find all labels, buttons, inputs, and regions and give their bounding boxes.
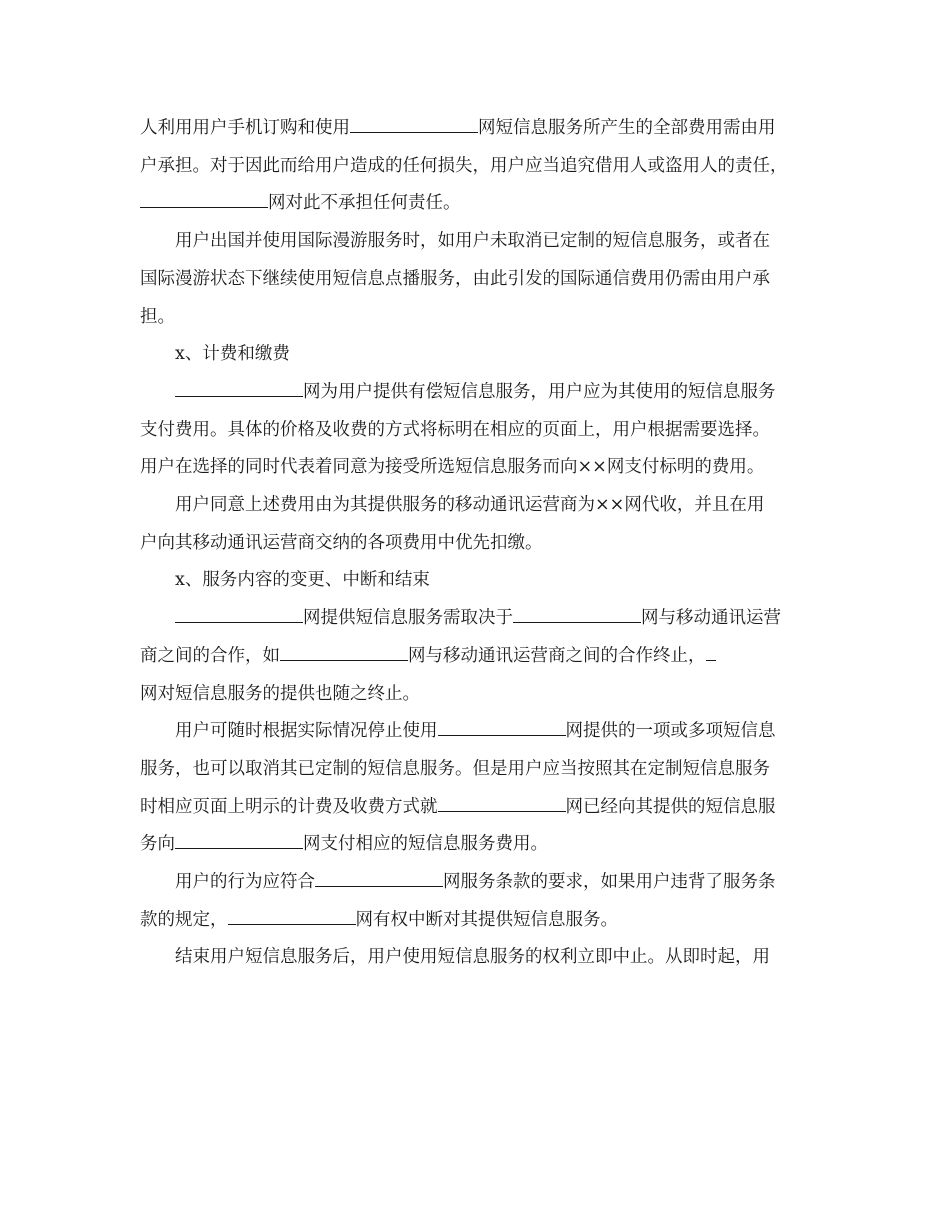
- text-segment: 国际漫游状态下继续使用短信息点播服务，由此引发的国际通信费用仍需由用户承: [140, 268, 770, 289]
- paragraph: [140, 487, 820, 562]
- paragraph: [140, 110, 820, 223]
- fill-in-blank: [438, 794, 566, 812]
- fill-in-blank: [706, 643, 716, 661]
- paragraph: [140, 939, 820, 977]
- fill-in-blank: [175, 606, 303, 624]
- text-line: [140, 487, 820, 525]
- text-segment: 网与移动通讯运营: [641, 608, 781, 629]
- text-line: [140, 223, 820, 261]
- text-segment: 网提供短信息服务需取决于: [303, 608, 513, 629]
- text-line: [140, 826, 820, 864]
- text-segment: 用户出国并使用国际漫游服务时，如用户未取消已定制的短信息服务，或者在: [175, 231, 770, 252]
- text-line: [140, 110, 820, 148]
- paragraph: [140, 864, 820, 939]
- text-segment: 商之间的合作，如: [140, 645, 280, 666]
- text-line: [140, 299, 820, 337]
- text-segment: 担。: [140, 306, 175, 327]
- paragraph: [140, 374, 820, 487]
- text-line: [140, 939, 820, 977]
- text-line: [140, 525, 820, 563]
- text-line: [140, 713, 820, 751]
- paragraph: [140, 600, 820, 713]
- text-segment: 支付费用。具体的价格及收费的方式将标明在相应的页面上，用户根据需要选择。: [140, 419, 770, 440]
- fill-in-blank: [228, 907, 356, 925]
- text-line: [140, 562, 820, 600]
- text-line: [140, 600, 820, 638]
- text-line: [140, 185, 820, 223]
- fill-in-blank: [140, 191, 268, 209]
- text-segment: 网对此不承担任何责任。: [268, 193, 461, 214]
- document-body: [140, 110, 820, 977]
- text-segment: 网提供的一项或多项短信息: [565, 721, 776, 742]
- text-line: [140, 449, 820, 487]
- text-line: [140, 336, 820, 374]
- fill-in-blank: [175, 379, 303, 397]
- text-segment: 用户可随时根据实际情况停止使用: [175, 721, 438, 742]
- section-heading: [140, 562, 820, 600]
- text-line: [140, 902, 820, 940]
- text-segment: 户向其移动通讯运营商交纳的各项费用中优先扣缴。: [140, 532, 543, 553]
- text-segment: 时相应页面上明示的计费及收费方式就: [140, 796, 438, 817]
- fill-in-blank: [350, 115, 478, 133]
- fill-in-blank: [513, 606, 641, 624]
- text-segment: 网与移动通讯运营商之间的合作终止，: [408, 645, 706, 666]
- text-segment: 用户的行为应符合: [175, 872, 315, 893]
- text-segment: 人利用用户手机订购和使用: [140, 118, 350, 138]
- text-segment: 网有权中断对其提供短信息服务。: [355, 909, 618, 930]
- text-line: [140, 261, 820, 299]
- text-segment: 网支付相应的短信息服务费用。: [303, 834, 548, 855]
- text-segment: 用户在选择的同时代表着同意为接受所选短信息服务而向××网支付标明的费用。: [140, 457, 765, 478]
- text-line: [140, 374, 820, 412]
- text-segment: 网对短信息服务的提供也随之终止。: [140, 683, 420, 704]
- paragraph: [140, 223, 820, 336]
- paragraph: [140, 713, 820, 864]
- text-line: [140, 412, 820, 450]
- text-line: [140, 148, 820, 186]
- fill-in-blank: [175, 832, 303, 850]
- text-segment: x、服务内容的变更、中断和结束: [175, 570, 430, 591]
- text-line: [140, 676, 820, 714]
- text-segment: 网服务条款的要求，如果用户违背了服务条: [443, 872, 776, 893]
- fill-in-blank: [438, 719, 566, 737]
- text-segment: 户承担。对于因此而给用户造成的任何损失，用户应当追究借用人或盗用人的责任，: [140, 155, 788, 176]
- text-segment: 结束用户短信息服务后，用户使用短信息服务的权利立即中止。从即时起，用: [175, 947, 770, 968]
- text-line: [140, 789, 820, 827]
- text-segment: 网短信息服务所产生的全部费用需由用: [478, 118, 776, 138]
- text-segment: 服务，也可以取消其已定制的短信息服务。但是用户应当按照其在定制短信息服务: [140, 758, 770, 779]
- text-segment: 网为用户提供有偿短信息服务，用户应为其使用的短信息服务: [303, 381, 776, 402]
- text-line: [140, 864, 820, 902]
- section-heading: [140, 336, 820, 374]
- text-segment: 款的规定，: [140, 909, 228, 930]
- text-segment: 务向: [140, 834, 175, 855]
- fill-in-blank: [315, 869, 443, 887]
- text-line: [140, 751, 820, 789]
- text-line: [140, 638, 820, 676]
- text-segment: 网已经向其提供的短信息服: [565, 796, 776, 817]
- text-segment: x、计费和缴费: [175, 344, 290, 365]
- text-segment: 用户同意上述费用由为其提供服务的移动通讯运营商为××网代收，并且在用: [175, 495, 765, 516]
- fill-in-blank: [280, 643, 408, 661]
